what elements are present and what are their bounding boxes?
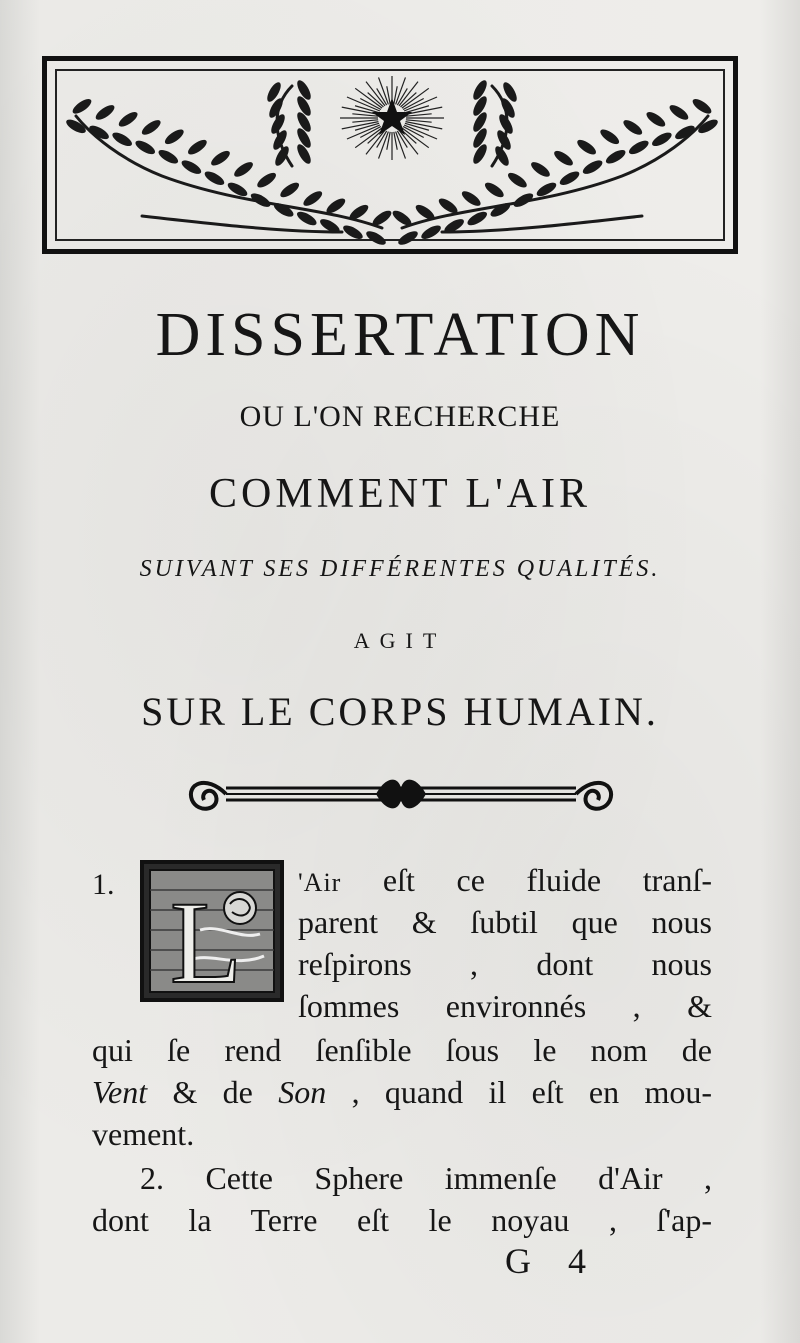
text-line-9: dont la Terre eſt le noyau , ſ'ap- bbox=[92, 1202, 712, 1238]
drop-cap-letter: L bbox=[170, 877, 243, 1002]
subtitle-line-5: SUR LE CORPS HUMAIN. bbox=[141, 689, 659, 734]
subtitle-line-2: COMMENT L'AIR bbox=[209, 471, 591, 517]
text-line-2: parent & ſubtil que nous bbox=[298, 904, 712, 940]
text-line-7: vement. bbox=[92, 1116, 195, 1152]
text-line-1: 'Air eſt ce fluide tranſ- bbox=[298, 862, 712, 898]
paragraph-number: 1. bbox=[92, 868, 115, 901]
text-line-4: ſommes environnés , & bbox=[298, 988, 712, 1024]
drop-cap bbox=[140, 860, 284, 1002]
divider-ornament bbox=[186, 770, 616, 818]
text-line-6: Vent & de Son , quand il eſt en mou- bbox=[92, 1074, 712, 1110]
title: DISSERTATION bbox=[155, 301, 645, 369]
subtitle-line-3: SUIVANT SES DIFFÉRENTES QUALITÉS. bbox=[139, 556, 661, 582]
subtitle-line-4: AGIT bbox=[353, 628, 447, 653]
subtitle-line-1: OU L'ON RECHERCHE bbox=[239, 400, 561, 433]
headpiece-ornament bbox=[42, 56, 738, 254]
text-line-3: reſpirons , dont nous bbox=[298, 946, 712, 982]
star-icon bbox=[372, 98, 412, 135]
signature-mark: G 4 bbox=[505, 1241, 600, 1281]
text-line-5: qui ſe rend ſenſible ſous le nom de bbox=[92, 1032, 712, 1068]
text-line-8: 2. Cette Sphere immenſe d'Air , bbox=[140, 1160, 712, 1196]
